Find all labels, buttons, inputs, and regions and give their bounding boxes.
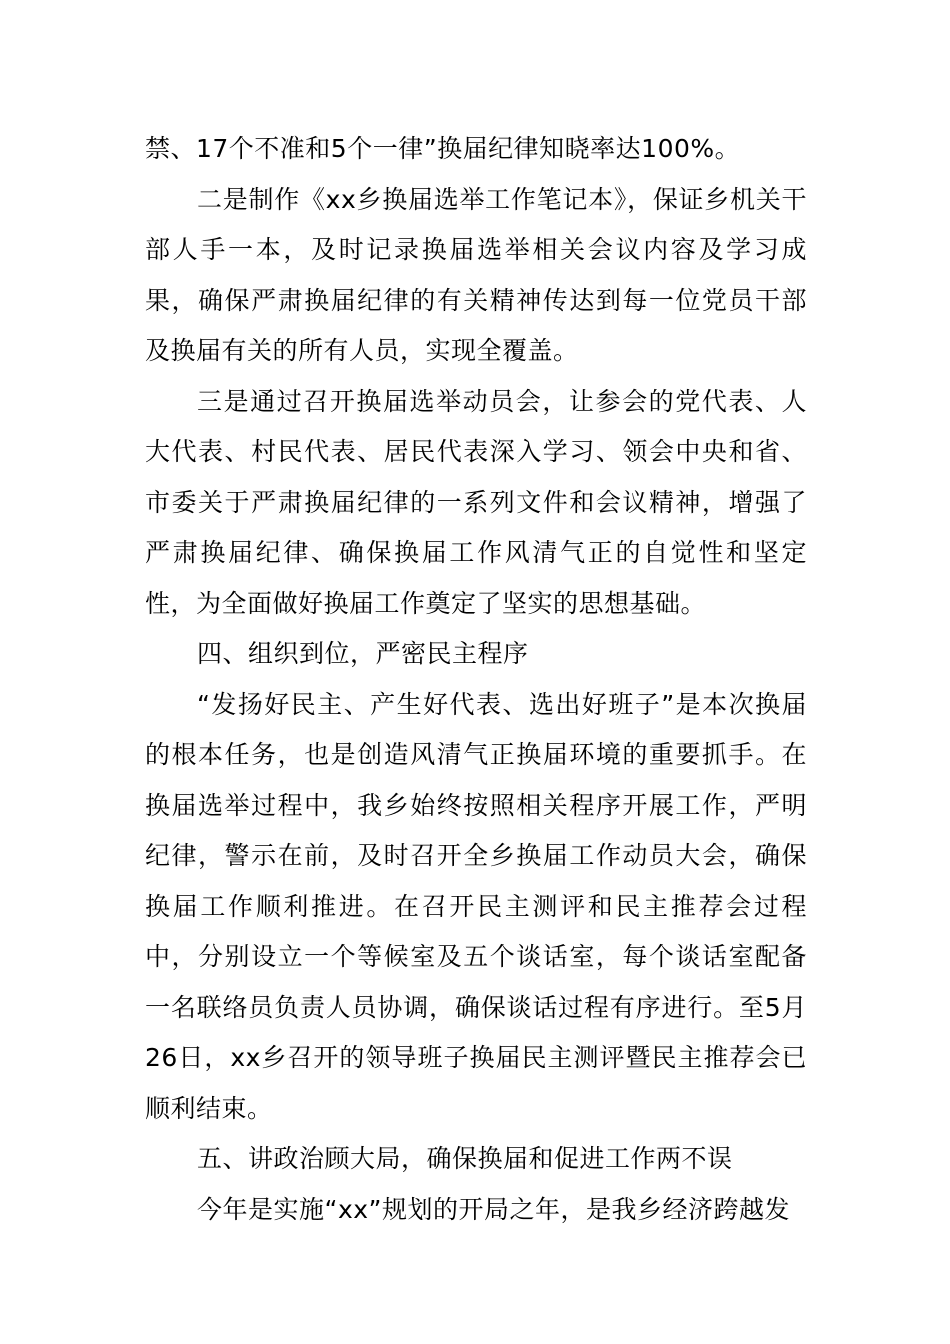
section-heading-5: 五、讲政治顾大局，确保换届和促进工作两不误: [197, 1144, 733, 1173]
document-body: [145, 124, 807, 1235]
paragraph-3: 三是通过召开换届选举动员会，让参会的党代表、人大代表、村民代表、居民代表深入学习、领会中央和省、市委关于严肃换届纪律的一系列文件和会议精神，增强了严肃换届纪律、确保换届工作风清气正的自觉性和坚定性，为全面做好换届工作奠定了坚实的思想基础。: [145, 386, 807, 618]
paragraph-5: “发扬好民主、产生好代表、选出好班子”是本次换届的根本任务，也是创造风清气正换届环境的重要抓手。在换届选举过程中，我乡始终按照相关程序开展工作，严明纪律，警示在前，及时召开全乡换届工作动员大会，确保换届工作顺利推进。在召开民主测评和民主推荐会过程中，分别设立一个等候室及五个谈话室，每个谈话室配备一名联络员负责人员协调，确保谈话过程有序进行。至5月26日，xx乡召开的领导班子换届民主测评暨民主推荐会已顺利结束。: [145, 689, 807, 1123]
paragraph-7: 今年是实施“xx”规划的开局之年，是我乡经济跨越发: [197, 1194, 790, 1224]
paragraph-2: 二是制作《xx乡换届选举工作笔记本》，保证乡机关干部人手一本，及时记录换届选举相关会议内容及学习成果，确保严肃换届纪律的有关精神传达到每一位党员干部及换届有关的所有人员，实现全覆盖。: [145, 184, 807, 365]
paragraph-1: 禁、17个不准和5个一律”换届纪律知晓率达100%。: [145, 134, 741, 163]
section-heading-4: 四、组织到位，严密民主程序: [197, 639, 529, 668]
